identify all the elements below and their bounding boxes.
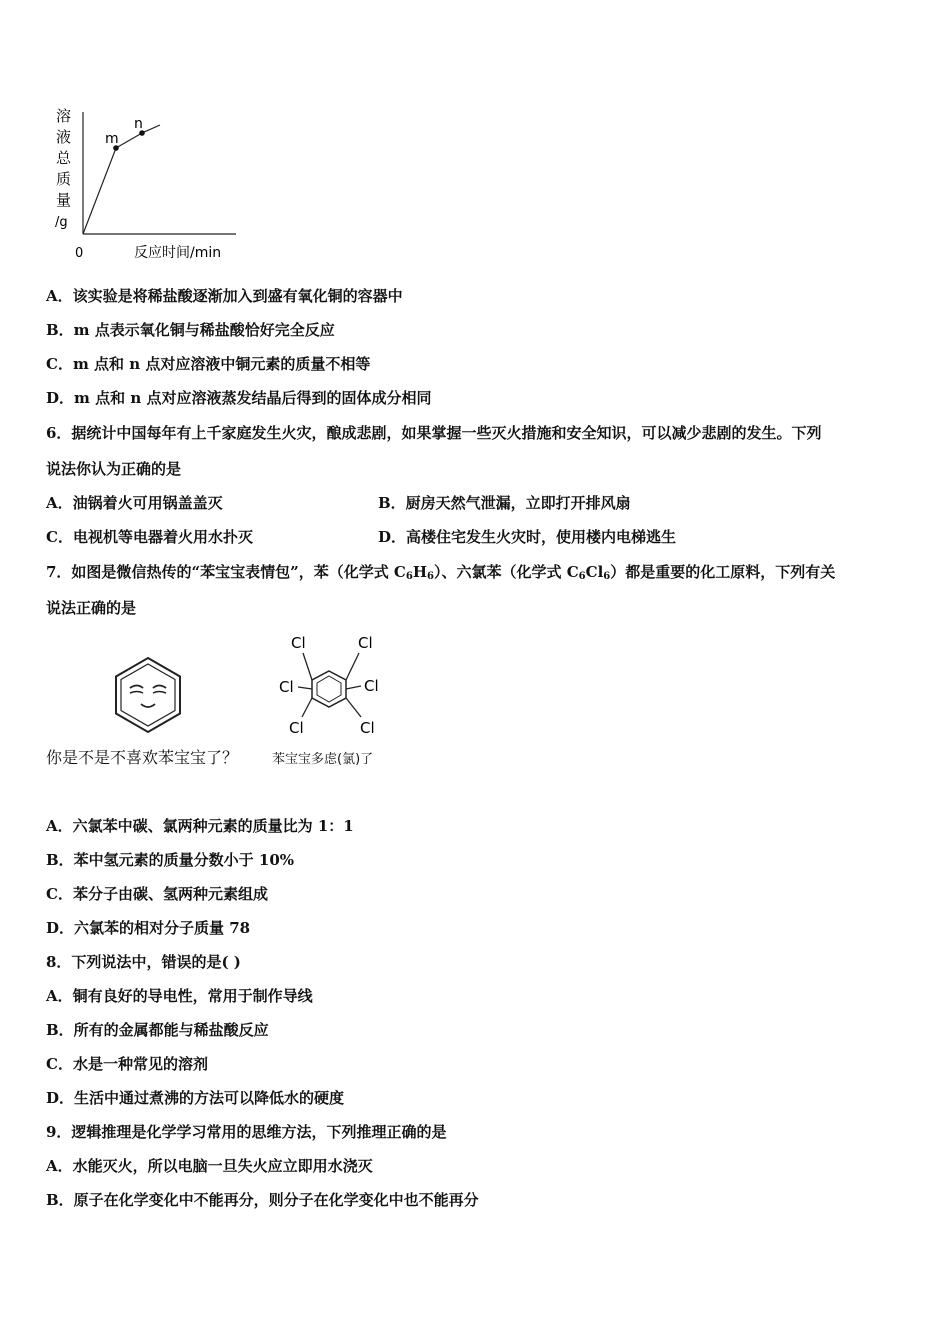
bond bbox=[346, 686, 361, 689]
q6-option-c: C．电视机等电器着火用水扑灭 bbox=[46, 528, 253, 546]
benzene-inner-ring bbox=[121, 664, 175, 726]
cl-bottom-left: Cl bbox=[289, 719, 304, 737]
q5-option-c: C．m 点和 n 点对应溶液中铜元素的质量不相等 bbox=[46, 355, 371, 373]
chlorobenzene-inner-ring bbox=[317, 676, 341, 702]
q6-stem-line2: 说法你认为正确的是 bbox=[46, 460, 182, 478]
q7-sub: 6 bbox=[427, 571, 434, 582]
left-eye bbox=[130, 686, 143, 689]
q9-option-a: A．水能灭火，所以电脑一旦失火应立即用水浇灭 bbox=[46, 1157, 373, 1175]
q8-stem: 8．下列说法中，错误的是( ) bbox=[46, 953, 241, 971]
q8-option-a: A．铜有良好的导电性，常用于制作导线 bbox=[46, 987, 313, 1005]
x-axis-label: 反应时间/min bbox=[134, 245, 222, 261]
mouth bbox=[141, 704, 155, 707]
q6-option-d: D．高楼住宅发生火灾时，使用楼内电梯逃生 bbox=[378, 528, 677, 546]
q8-option-d: D．生活中通过煮沸的方法可以降低水的硬度 bbox=[46, 1089, 345, 1107]
q9-option-b: B．原子在化学变化中不能再分，则分子在化学变化中也不能再分 bbox=[46, 1191, 479, 1209]
bond bbox=[346, 698, 361, 717]
q7-option-a: A．六氯苯中碳、氯两种元素的质量比为 1：1 bbox=[46, 817, 354, 835]
q7-stem-line2: 说法正确的是 bbox=[46, 599, 137, 617]
q7-option-b: B．苯中氢元素的质量分数小于 10% bbox=[46, 851, 295, 869]
y-axis-label-3: 总 bbox=[56, 149, 72, 167]
figure-caption-left: 你是不是不喜欢苯宝宝了？ bbox=[46, 748, 239, 767]
bond bbox=[303, 653, 312, 680]
q8-option-c: C．水是一种常见的溶剂 bbox=[46, 1055, 208, 1073]
y-axis-label-4: 质 bbox=[56, 170, 72, 188]
q7-sub: 6 bbox=[578, 571, 586, 582]
y-axis-label-2: 液 bbox=[56, 128, 72, 146]
y-axis-label-6: /g bbox=[55, 215, 68, 230]
benzene-ring bbox=[116, 658, 180, 732]
q7-sub: 6 bbox=[405, 571, 413, 582]
q7-h: H bbox=[412, 563, 428, 581]
q6-stem-line1: 6．据统计中国每年有上千家庭发生火灾，酿成悲剧，如果掌握一些灭火措施和安全知识，可以减少悲剧的发生。下列 bbox=[46, 424, 822, 442]
figure-caption-right: 苯宝宝多虑(氯)了 bbox=[272, 752, 374, 767]
left-eye-lower bbox=[130, 692, 143, 694]
cl-top-left: Cl bbox=[291, 634, 306, 652]
q7-option-d: D．六氯苯的相对分子质量 78 bbox=[46, 919, 251, 937]
cl-mid-left: Cl bbox=[279, 678, 294, 696]
q5-option-d: D．m 点和 n 点对应溶液蒸发结晶后得到的固体成分相同 bbox=[46, 389, 432, 407]
q7-sub: 6 bbox=[603, 571, 611, 582]
q6-option-a: A．油锅着火可用锅盖盖灭 bbox=[46, 494, 223, 512]
solution-mass-graph bbox=[46, 100, 246, 265]
q7-stem-part1: 7．如图是微信热传的“苯宝宝表情包”，苯（化学式 C bbox=[46, 563, 406, 581]
benzene-emoji-figure bbox=[108, 655, 188, 735]
q7-option-c: C．苯分子由碳、氢两种元素组成 bbox=[46, 885, 268, 903]
y-axis-label-1: 溶 bbox=[56, 107, 72, 125]
right-eye-lower bbox=[153, 692, 166, 694]
q8-option-b: B．所有的金属都能与稀盐酸反应 bbox=[46, 1021, 269, 1039]
q5-option-a: A．该实验是将稀盐酸逐渐加入到盛有氧化铜的容器中 bbox=[46, 287, 403, 305]
origin-label: 0 bbox=[75, 246, 84, 261]
bond bbox=[346, 653, 359, 680]
cl-top-right: Cl bbox=[358, 634, 373, 652]
cl-bottom-right: Cl bbox=[360, 719, 375, 737]
bond bbox=[302, 698, 312, 717]
q6-option-b: B．厨房天然气泄漏，立即打开排风扇 bbox=[378, 494, 631, 512]
label-n: n bbox=[134, 116, 143, 132]
bond bbox=[298, 687, 312, 689]
cl-mid-right: Cl bbox=[364, 677, 379, 695]
q7-stem-line1 bbox=[46, 562, 835, 587]
q7-cl: Cl bbox=[585, 563, 604, 581]
curve bbox=[83, 125, 160, 234]
q5-option-b: B．m 点表示氧化铜与稀盐酸恰好完全反应 bbox=[46, 321, 335, 339]
hexachlorobenzene-figure bbox=[272, 628, 392, 748]
label-m: m bbox=[105, 131, 119, 147]
q9-stem: 9．逻辑推理是化学学习常用的思维方法，下列推理正确的是 bbox=[46, 1123, 447, 1141]
y-axis-label-5: 量 bbox=[56, 191, 72, 209]
right-eye bbox=[153, 686, 166, 689]
q7-stem-part3: ）都是重要的化工原料，下列有关 bbox=[610, 563, 836, 581]
q7-stem-part2: ）、六氯苯（化学式 C bbox=[433, 563, 579, 581]
